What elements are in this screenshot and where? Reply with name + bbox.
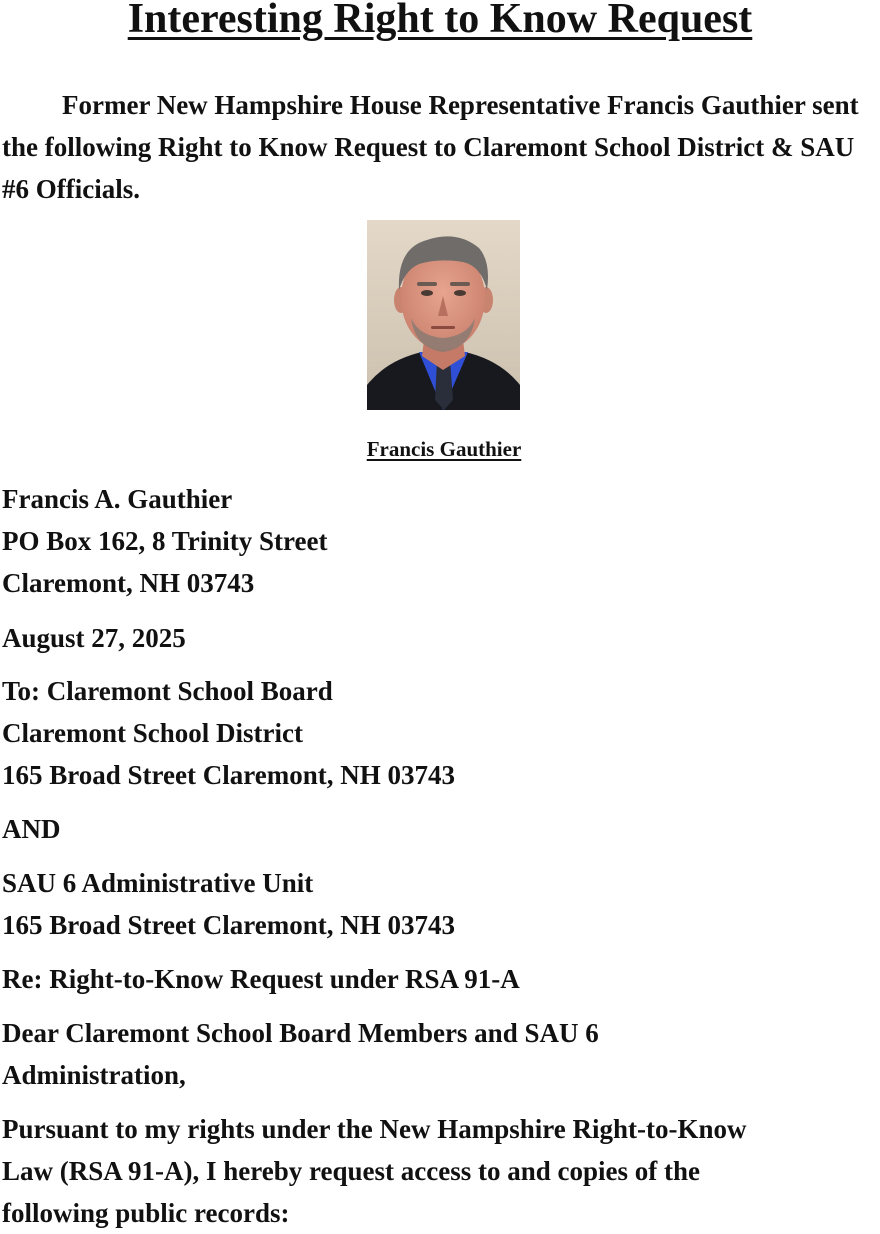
portrait-illustration — [367, 220, 520, 410]
recipient-1-line2: Claremont School District — [2, 718, 303, 748]
subject-line — [2, 958, 520, 1000]
sender-name: Francis A. Gauthier — [2, 484, 233, 514]
body-line2: Law (RSA 91-A), I hereby request access to and copies of the — [2, 1156, 700, 1186]
date-text: August 27, 2025 — [2, 623, 186, 653]
salutation — [2, 1012, 599, 1096]
sender-address-line1: PO Box 162, 8 Trinity Street — [2, 526, 328, 556]
body-line3: following public records: — [2, 1198, 290, 1228]
recipient-2-line2: 165 Broad Street Claremont, NH 03743 — [2, 910, 455, 940]
intro-paragraph: Former New Hampshire House Representative Francis Gauthier sent the following Right to Know Request to Claremont School District & SAU #6 Officials. — [2, 90, 859, 204]
recipient-1-line1: To: Claremont School Board — [2, 676, 333, 706]
sender-address — [2, 478, 327, 604]
photo-caption: Francis Gauthier — [366, 437, 522, 461]
re-line: Re: Right-to-Know Request under RSA 91-A — [2, 964, 520, 994]
salutation-line2: Administration, — [2, 1060, 186, 1090]
body-line1: Pursuant to my rights under the New Hampshire Right-to-Know — [2, 1114, 747, 1144]
portrait-photo — [367, 220, 520, 410]
document-title: Interesting Right to Know Request — [127, 0, 753, 42]
and-label: AND — [2, 814, 61, 844]
letter-date — [2, 617, 186, 659]
recipient-2-line1: SAU 6 Administrative Unit — [2, 868, 314, 898]
sender-address-line2: Claremont, NH 03743 — [2, 568, 255, 598]
recipient-1-line3: 165 Broad Street Claremont, NH 03743 — [2, 760, 455, 790]
salutation-line1: Dear Claremont School Board Members and SAU 6 — [2, 1018, 599, 1048]
recipient-1 — [2, 670, 455, 796]
recipient-2 — [2, 862, 455, 946]
body-paragraph — [2, 1108, 747, 1234]
and-separator — [2, 808, 61, 850]
